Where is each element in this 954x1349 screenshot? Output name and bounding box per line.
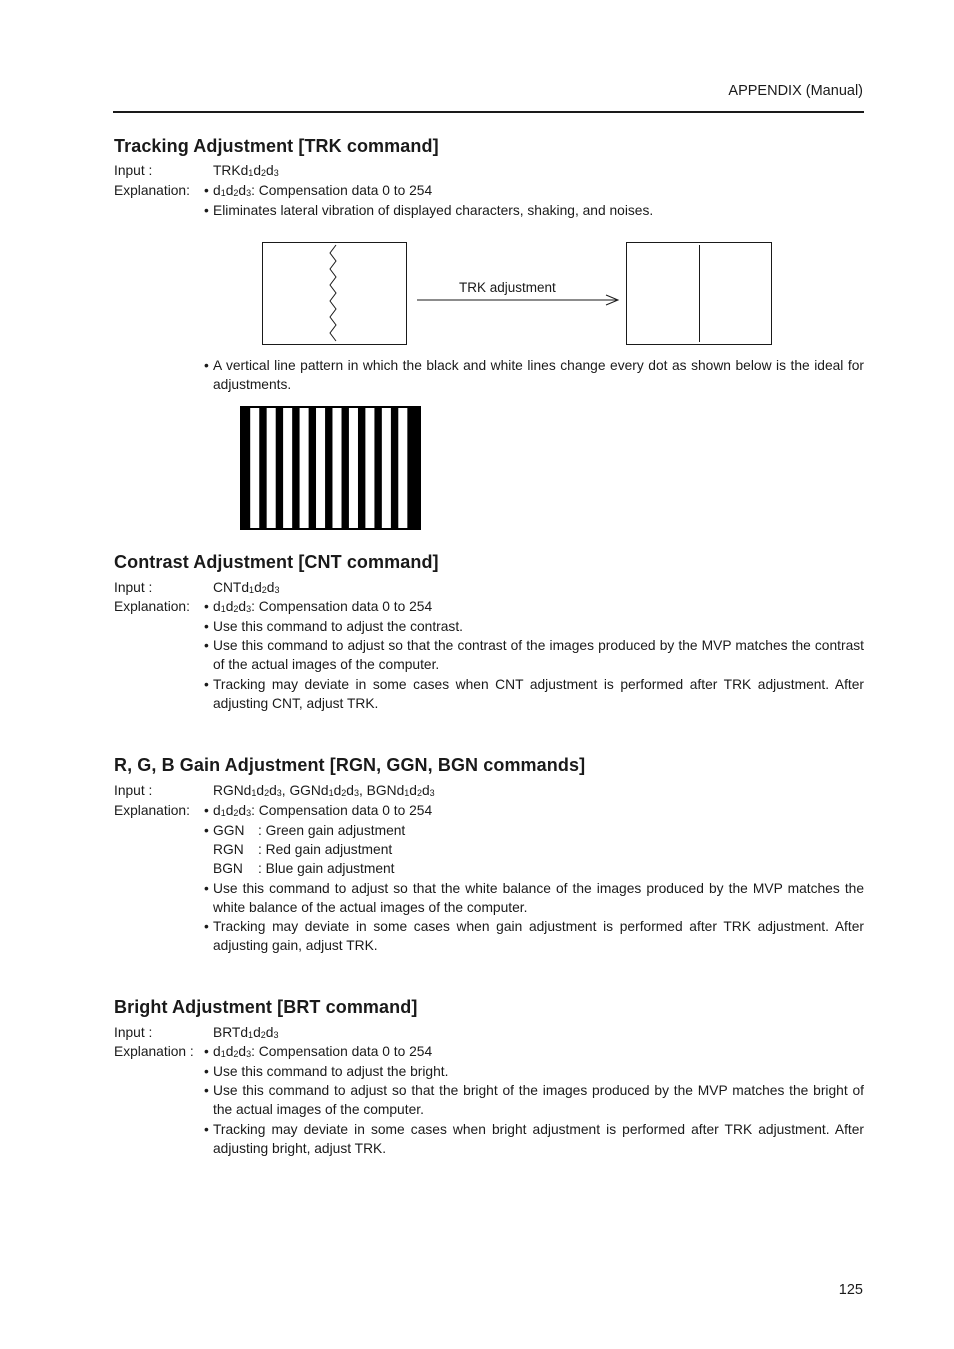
- white-stripe: [382, 408, 391, 528]
- brt-bullet-1: • Use this command to adjust the bright.: [204, 1064, 449, 1079]
- white-stripe: [349, 408, 358, 528]
- cnt-section-title: Contrast Adjustment [CNT command]: [114, 552, 439, 572]
- white-stripe: [332, 408, 341, 528]
- brt-input-value: BRTd1d2d3: [213, 1025, 279, 1040]
- brt-comp-bullet: • d1d2d3: Compensation data 0 to 254: [204, 1044, 433, 1059]
- cnt-bullet-2: • Use this command to adjust so that the contrast of the images produced by the MVP matches the contrast of the actual images of the computer.: [204, 638, 864, 673]
- vertical-line-pattern: [240, 406, 421, 530]
- cnt-comp-bullet: • d1d2d3: Compensation data 0 to 254: [204, 599, 433, 614]
- explanation-label: Explanation:: [114, 599, 190, 614]
- explanation-label: Explanation :: [114, 1044, 194, 1059]
- brt-section-title: Bright Adjustment [BRT command]: [114, 997, 418, 1017]
- explanation-label: Explanation:: [114, 803, 190, 818]
- white-stripe: [365, 408, 374, 528]
- gain-desc-bgn: : Blue gain adjustment: [258, 861, 395, 876]
- gain-bullet-1: • Use this command to adjust so that the white balance of the images produced by the MVP matches the white balance of the actual images of the computer.: [204, 881, 864, 916]
- brt-bullet-2: • Use this command to adjust so that the bright of the images produced by the MVP matches the bright of the actual images of the computer.: [204, 1083, 864, 1118]
- cnt-bullet-1: • Use this command to adjust the contrast.: [204, 619, 463, 634]
- white-stripe: [316, 408, 325, 528]
- cnt-bullet-3: • Tracking may deviate in some cases when CNT adjustment is performed after TRK adjustment. After adjusting CNT, adjust TRK.: [204, 677, 864, 712]
- trk-bullet-1: • Eliminates lateral vibration of displayed characters, shaking, and noises.: [204, 203, 654, 218]
- page-header: APPENDIX (Manual): [728, 83, 863, 99]
- gain-bullet-2: • Tracking may deviate in some cases when gain adjustment is performed after TRK adjustment. After adjusting gain, adjust TRK.: [204, 919, 864, 954]
- trk-after-box: [626, 242, 772, 345]
- explanation-label: Explanation:: [114, 183, 190, 198]
- arrow-right-icon: [416, 293, 622, 307]
- gain-code-ggn: GGN: [213, 823, 245, 838]
- cnt-input-value: CNTd1d2d3: [213, 580, 280, 595]
- input-label: Input :: [114, 1025, 153, 1040]
- gain-desc-ggn: : Green gain adjustment: [258, 823, 406, 838]
- input-label: Input :: [114, 163, 153, 178]
- gain-desc-rgn: : Red gain adjustment: [258, 842, 393, 857]
- white-stripe: [267, 408, 276, 528]
- gain-comp-bullet: • d1d2d3: Compensation data 0 to 254: [204, 803, 433, 818]
- page-number: 125: [838, 1282, 863, 1298]
- trk-figure-label: TRK adjustment: [459, 280, 556, 295]
- input-label: Input :: [114, 580, 153, 595]
- trk-before-box: [262, 242, 407, 345]
- brt-bullet-3: • Tracking may deviate in some cases when bright adjustment is performed after TRK adjustment. After adjusting bright, adjust TRK.: [204, 1122, 864, 1157]
- white-stripe: [300, 408, 309, 528]
- gain-code-rgn: RGN: [213, 842, 244, 857]
- trk-bullet-2: • A vertical line pattern in which the black and white lines change every dot as shown below is the ideal for adjustments.: [204, 358, 864, 393]
- header-rule: [113, 111, 864, 113]
- trk-input-value: TRKd1d2d3: [213, 163, 279, 178]
- white-stripe: [250, 408, 259, 528]
- straight-line-graphic: [699, 245, 700, 342]
- input-label: Input :: [114, 783, 153, 798]
- wavy-line-graphic: [262, 242, 407, 345]
- trk-section-title: Tracking Adjustment [TRK command]: [114, 136, 439, 156]
- gain-input-value: RGNd1d2d3, GGNd1d2d3, BGNd1d2d3: [213, 783, 435, 798]
- trk-comp-bullet: • d1d2d3: Compensation data 0 to 254: [204, 183, 433, 198]
- white-stripe: [283, 408, 292, 528]
- gain-section-title: R, G, B Gain Adjustment [RGN, GGN, BGN commands]: [114, 755, 586, 775]
- gain-code-bgn: BGN: [213, 861, 243, 876]
- white-stripe: [398, 408, 407, 528]
